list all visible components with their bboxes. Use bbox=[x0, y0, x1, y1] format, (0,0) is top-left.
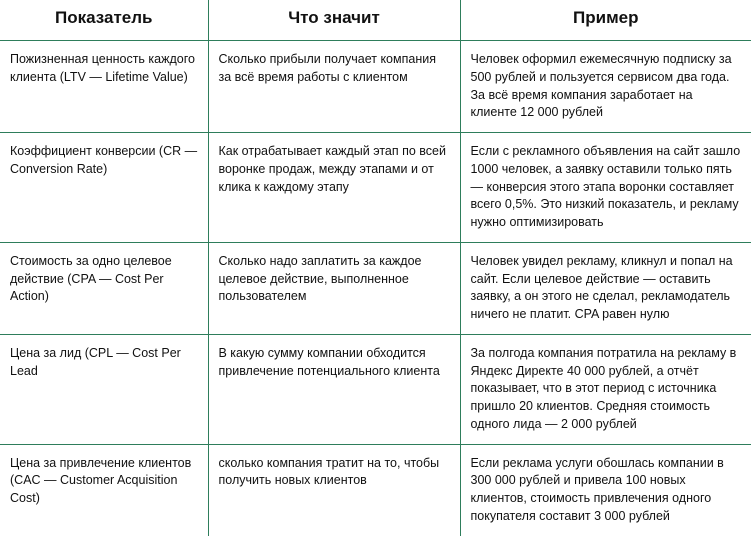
cell-example: Человек оформил ежемесячную подписку за 500 рублей и пользуется сервисом два года. За всё время компания заработает на клиенте 12 000 рублей bbox=[460, 41, 751, 133]
cell-meaning: Как отрабатывает каждый этап по всей воронке продаж, между этапами и от клика к каждому этапу bbox=[208, 133, 460, 243]
table-header bbox=[0, 0, 751, 41]
column-header-meaning: Что значит bbox=[208, 0, 460, 41]
table-row bbox=[0, 334, 751, 444]
table-row bbox=[0, 242, 751, 334]
column-header-example: Пример bbox=[460, 0, 751, 41]
cell-indicator: Коэффициент конверсии (CR — Conversion Rate) bbox=[0, 133, 208, 243]
cell-example: Если реклама услуги обошлась компании в 300 000 рублей и привела 100 новых клиентов, стоимость привлечения одного покупателя составит 3 000 рублей bbox=[470, 455, 724, 523]
cell-indicator: Цена за лид (CPL — Cost Per Lead bbox=[0, 334, 208, 444]
cell-indicator: Пожизненная ценность каждого клиента (LTV — Lifetime Value) bbox=[0, 41, 208, 133]
cell-meaning: сколько компания тратит на то, чтобы получить новых клиентов bbox=[208, 444, 460, 536]
table-body bbox=[0, 41, 751, 536]
cell-meaning: В какую сумму компании обходится привлечение потенциального клиента bbox=[208, 334, 460, 444]
cell-meaning: Сколько прибыли получает компания за всё время работы с клиентом bbox=[208, 41, 460, 133]
table-row bbox=[0, 133, 751, 243]
table-row bbox=[0, 41, 751, 133]
cell-example: За полгода компания потратила на рекламу в Яндекс Директе 40 000 рублей, а отчёт показывает, что в этот период с источника пришло 20 клиентов. Средняя стоимость одного лида — 2 000 рублей bbox=[460, 334, 751, 444]
cell-example: Человек увидел рекламу, кликнул и попал на сайт. Если целевое действие — оставить заявку, а он этого не сделал, рекламодатель ничего не платит. CPA равен нулю bbox=[460, 242, 751, 334]
table-header-row bbox=[0, 0, 751, 41]
cell-indicator: Цена за привлечение клиентов (CAC — Customer Acquisition Cost) bbox=[0, 444, 208, 536]
cell-indicator: Стоимость за одно целевое действие (CPA — Cost Per Action) bbox=[0, 242, 208, 334]
cell-meaning: Сколько надо заплатить за каждое целевое действие, выполненное пользователем bbox=[208, 242, 460, 334]
column-header-indicator: Показатель bbox=[0, 0, 208, 41]
table-row bbox=[0, 444, 751, 536]
cell-example: Если с рекламного объявления на сайт зашло 1000 человек, а заявку оставили только пять — конверсия этого этапа воронки составляет всего 0,5%. Это низкий показатель, и рекламу нужно оптимизировать bbox=[460, 133, 751, 243]
